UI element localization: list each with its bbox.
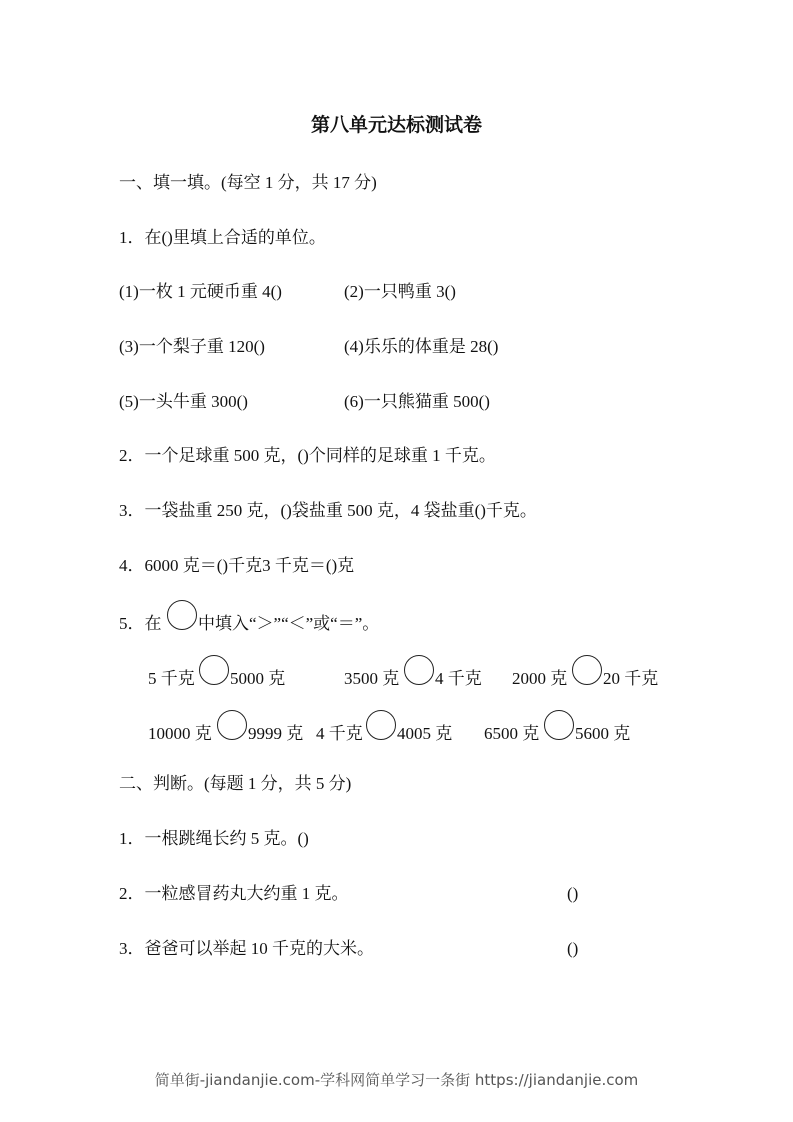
question-4: 4．6000 克＝()千克3 千克＝()克 [119,556,355,575]
compare-right: 9999 克 [248,724,304,743]
compare-circle[interactable] [199,655,229,685]
question-1-item-6: (6)一只熊猫重 500() [344,392,490,411]
compare-right: 20 千克 [603,669,659,688]
compare-circle[interactable] [217,710,247,740]
judge-answer-blank[interactable]: () [567,939,579,958]
compare-circle[interactable] [544,710,574,740]
question-1-stem: 1．在()里填上合适的单位。 [119,228,326,247]
question-3: 3．一袋盐重 250 克，()袋盐重 500 克，4 袋盐重()千克。 [119,501,537,520]
compare-circle[interactable] [572,655,602,685]
question-1-item-1: (1)一枚 1 元硬币重 4() [119,282,282,301]
compare-left: 5 千克 [148,669,195,688]
page-title: 第八单元达标测试卷 [310,115,482,136]
answer-circle [167,600,197,630]
question-1-item-5: (5)一头牛重 300() [119,392,248,411]
question-5-suffix: 中填入“＞”“＜”或“＝”。 [198,614,380,633]
section-2-heading: 二、判断。(每题 1 分，共 5 分) [119,774,352,793]
compare-right: 5000 克 [230,669,286,688]
compare-left: 6500 克 [484,724,540,743]
compare-left: 2000 克 [512,669,568,688]
judge-item-3: 3．爸爸可以举起 10 千克的大米。 [119,939,374,958]
question-2: 2．一个足球重 500 克，()个同样的足球重 1 千克。 [119,446,496,465]
footer-watermark: 简单街-jiandanjie.com-学科网简单学习一条街 https://jiandanjie.com [154,1071,639,1089]
judge-item-2: 2．一粒感冒药丸大约重 1 克。 [119,884,349,903]
question-5-prefix: 5．在 [119,614,162,633]
compare-left: 10000 克 [148,724,212,743]
compare-right: 4 千克 [435,669,482,688]
question-1-item-2: (2)一只鸭重 3() [344,282,456,301]
compare-left: 3500 克 [344,669,400,688]
compare-right: 4005 克 [397,724,453,743]
compare-right: 5600 克 [575,724,631,743]
compare-circle[interactable] [404,655,434,685]
question-1-item-4: (4)乐乐的体重是 28() [344,337,499,356]
section-1-heading: 一、填一填。(每空 1 分，共 17 分) [119,173,377,192]
question-1-item-3: (3)一个梨子重 120() [119,337,265,356]
judge-item-1: 1．一根跳绳长约 5 克。() [119,829,309,848]
compare-left: 4 千克 [316,724,363,743]
compare-circle[interactable] [366,710,396,740]
judge-answer-blank[interactable]: () [567,884,579,903]
